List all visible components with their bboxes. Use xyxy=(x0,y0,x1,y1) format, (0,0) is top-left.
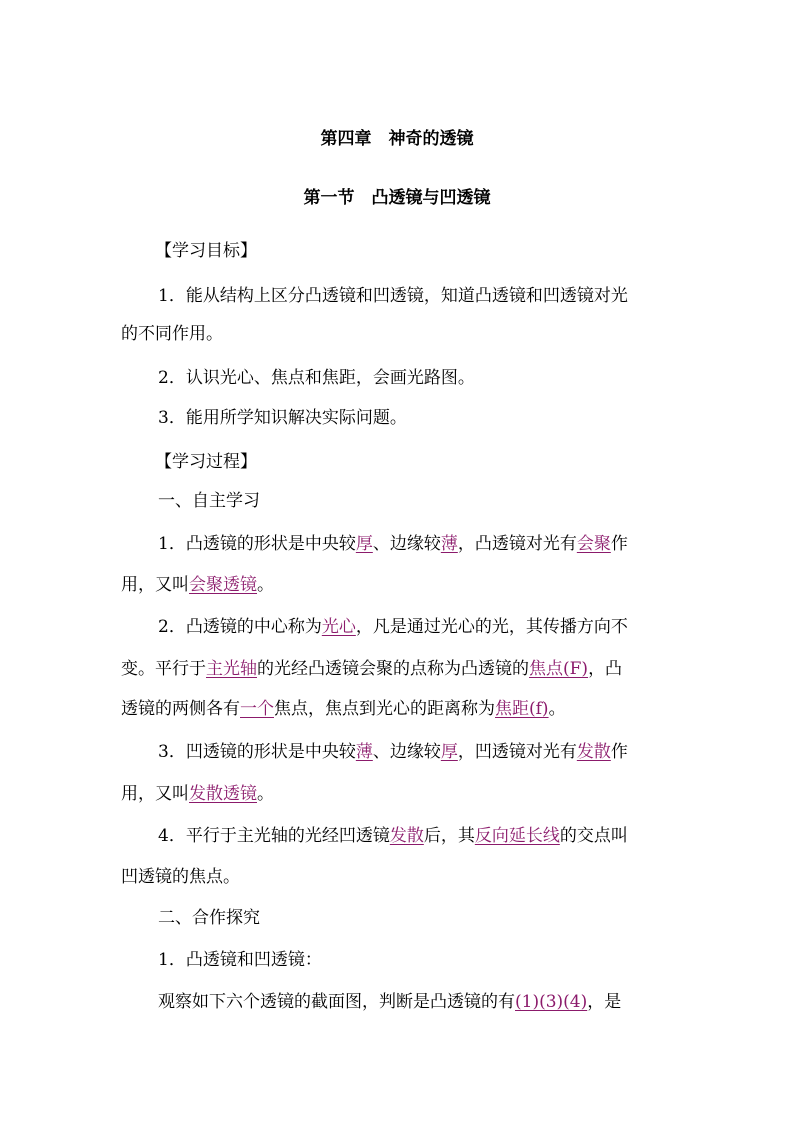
question-4-line-2: 凹透镜的焦点。 xyxy=(121,867,240,887)
goal-1-line-1: 1．能从结构上区分凸透镜和凹透镜，知道凸透镜和凹透镜对光 xyxy=(158,286,628,306)
goal-3: 3．能用所学知识解决实际问题。 xyxy=(158,408,407,428)
question-4-line-1 xyxy=(158,825,628,847)
observe-text-a: 观察如下六个透镜的截面图，判断是凸透镜的有 xyxy=(158,992,515,1012)
q2-text-d: 变。平行于 xyxy=(121,659,206,679)
q2-text-h: 焦点，焦点到光心的距离称为 xyxy=(274,699,495,719)
q3-answer-thin: 薄 xyxy=(355,742,373,762)
q3-text-e: 作 xyxy=(610,742,628,762)
q1-text-d: ，凸透镜对光有 xyxy=(457,534,577,554)
q3-text-f: 用，又叫 xyxy=(121,784,189,804)
q3-answer-diverging-lens: 发散透镜 xyxy=(189,784,257,804)
q3-answer-thick: 厚 xyxy=(440,742,458,762)
q1-answer-converging-lens: 会聚透镜 xyxy=(189,575,257,595)
q1-text-f: 用，又叫 xyxy=(121,575,189,595)
question-1-line-2 xyxy=(121,574,274,596)
question-2-line-2 xyxy=(121,658,622,680)
q1-answer-converge: 会聚 xyxy=(576,534,611,554)
q2-text-i: 。 xyxy=(548,699,566,719)
q2-answer-principal-axis: 主光轴 xyxy=(206,659,257,679)
q2-text-g: 透镜的两侧各有 xyxy=(121,699,240,719)
q3-text-g: 。 xyxy=(257,784,274,804)
q2-text-a: 2．凸透镜的中心称为 xyxy=(158,617,322,637)
question-2-line-3 xyxy=(121,698,566,720)
goals-heading: 【学习目标】 xyxy=(155,241,257,261)
q2-answer-one: 一个 xyxy=(240,699,274,719)
observe-text-c: ，是 xyxy=(587,992,622,1012)
q1-text-a: 1．凸透镜的形状是中央较 xyxy=(158,534,356,554)
question-3-line-2 xyxy=(121,783,274,805)
q3-text-a: 3．凹透镜的形状是中央较 xyxy=(158,742,356,762)
part-2-heading: 二、合作探究 xyxy=(158,908,260,928)
q1-answer-thick: 厚 xyxy=(355,534,373,554)
q2-answer-optical-center: 光心 xyxy=(321,617,356,637)
goal-1-line-2: 的不同作用。 xyxy=(121,324,223,344)
question-1-line-1 xyxy=(158,533,628,555)
part-1-heading: 一、自主学习 xyxy=(158,491,260,511)
part-2-item-1: 1．凸透镜和凹透镜： xyxy=(158,950,322,970)
observe-answer-convex: (1)(3)(4) xyxy=(515,992,588,1012)
q4-answer-reverse-extension: 反向延长线 xyxy=(474,826,560,846)
q2-text-e: 的光经凸透镜会聚的点称为凸透镜的 xyxy=(257,659,529,679)
q4-text-d: 的交点叫 xyxy=(559,826,628,846)
q3-answer-diverge: 发散 xyxy=(576,742,611,762)
q2-answer-focus: 焦点(F) xyxy=(529,659,589,679)
chapter-title: 第四章 神奇的透镜 xyxy=(320,129,474,149)
q4-text-a: 4．平行于主光轴的光经凹透镜 xyxy=(158,826,390,846)
observe-line xyxy=(158,991,621,1013)
section-title: 第一节 凸透镜与凹透镜 xyxy=(303,188,491,208)
question-3-line-1 xyxy=(158,741,628,763)
q3-text-c: 、边缘较 xyxy=(372,742,441,762)
q2-text-c: ，凡是通过光心的光，其传播方向不 xyxy=(355,617,628,637)
q3-text-d: ，凹透镜对光有 xyxy=(457,742,577,762)
process-heading: 【学习过程】 xyxy=(155,452,257,472)
q1-text-g: 。 xyxy=(257,575,274,595)
q1-answer-thin: 薄 xyxy=(440,534,458,554)
q4-answer-diverge: 发散 xyxy=(389,826,424,846)
goal-2: 2．认识光心、焦点和焦距，会画光路图。 xyxy=(158,368,475,388)
q1-text-c: 、边缘较 xyxy=(372,534,441,554)
question-2-line-1 xyxy=(158,616,628,638)
q1-text-e: 作 xyxy=(610,534,628,554)
q2-answer-focal-length: 焦距(f) xyxy=(495,699,549,719)
q4-text-c: 后，其 xyxy=(423,826,475,846)
q2-text-f: ，凸 xyxy=(588,659,623,679)
